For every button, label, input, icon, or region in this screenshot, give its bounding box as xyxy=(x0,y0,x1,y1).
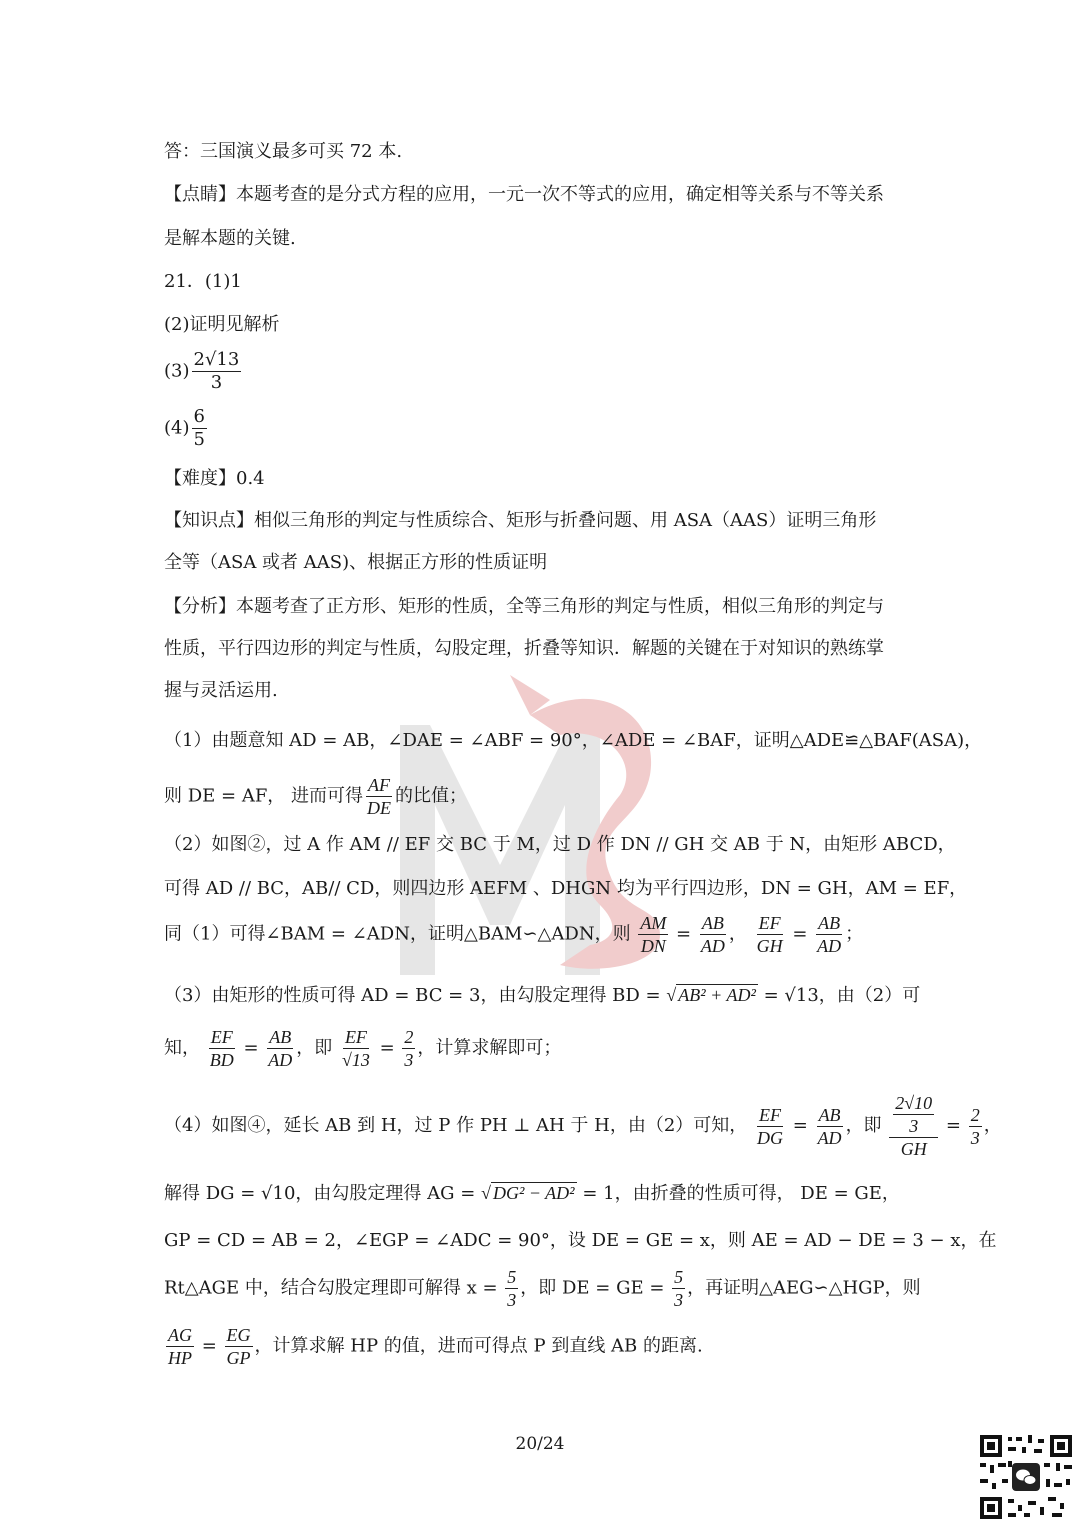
denominator: 3 xyxy=(674,1290,684,1310)
numerator: AB xyxy=(269,1027,292,1047)
analysis-step-2: （2）如图②，过 A 作 AM // EF 交 BC 于 M，过 D 作 DN // GH 交 AB 于 N，由矩形 ABCD， xyxy=(164,834,956,855)
numerator: AB xyxy=(818,913,841,933)
denominator: AD xyxy=(700,936,725,956)
radicand: AB² + AD² xyxy=(678,985,756,1005)
denominator: 3 xyxy=(909,1116,919,1136)
q21-part1: 21．(1)1 xyxy=(164,271,242,292)
fraction xyxy=(969,1104,982,1149)
fraction xyxy=(815,912,843,957)
difficulty-line: 【难度】0.4 xyxy=(164,468,265,489)
text: 则 DE = AF， 进而可得 xyxy=(164,785,364,807)
radicand: DG² − AD² xyxy=(492,1183,575,1203)
analysis-line: 【分析】本题考查了正方形、矩形的性质，全等三角形的判定与性质，相似三角形的判定与 xyxy=(164,596,884,617)
analysis-line-3: 握与灵活运用. xyxy=(164,680,278,701)
fraction xyxy=(816,1104,844,1149)
fraction xyxy=(340,1026,372,1071)
denominator: 3 xyxy=(404,1050,414,1070)
text: 知， xyxy=(164,1037,200,1059)
text: ，再证明△AEG∽△HGP，则 xyxy=(687,1277,921,1299)
fraction xyxy=(755,1104,785,1149)
text: = 1，由折叠的性质可得， DE = GE， xyxy=(582,1183,900,1204)
numerator: 2 xyxy=(970,1104,980,1125)
key-point-line: 【点睛】本题考查的是分式方程的应用，一元一次不等式的应用，确定相等关系与不等关系 xyxy=(164,184,884,205)
analysis-line-2: 性质，平行四边形的判定与性质，勾股定理，折叠等知识．解题的关键在于对知识的熟练掌 xyxy=(164,638,884,659)
text: 解得 DG = √10，由勾股定理得 AG = xyxy=(164,1183,476,1204)
numerator: 5 xyxy=(674,1267,684,1287)
analysis-step-4d xyxy=(164,1266,921,1311)
analysis-step-4e: $\frac{AG}{HP}$ = $\frac{EG}{GP}$ ，计算求解 HP 的值，进而可得点 P 到直线 AB 的距离. xyxy=(168,1325,703,1368)
denominator: AD xyxy=(817,1127,842,1148)
square-root: √ DG² − AD² xyxy=(481,1183,575,1203)
denominator: HP xyxy=(168,1348,192,1368)
part-label: (4) xyxy=(164,417,190,439)
analysis-step-4: （4）如图④，延长 AB 到 H，过 P 作 PH ⊥ AH 于 H，由（2）可知， $\frac{EF}{DG}$ = $\frac{AB}{AD}$ ，即 $\frac{\frac{2√10}{3}}{GH}$ = $\frac{2}{3}$ ， xyxy=(164,1093,1002,1159)
denominator: GH xyxy=(900,1139,927,1159)
numerator: AB xyxy=(701,913,724,933)
fraction xyxy=(166,1324,194,1369)
analysis-step-2b: 可得 AD // BC，AB// CD，则四边形 AEFM 、DHGN 均为平行四边形，DN = GH，AM = EF， xyxy=(164,878,968,899)
denominator: BD xyxy=(209,1050,234,1070)
key-point-line-2: 是解本题的关键. xyxy=(164,228,296,249)
analysis-step-3b: 知， $\frac{EF}{BD}$ = $\frac{AB}{AD}$ ，即 $\frac{EF}{√13}$ = $\frac{2}{3}$ ，计算求解即可； xyxy=(164,1027,562,1070)
fraction xyxy=(505,1266,518,1311)
denominator: √13 xyxy=(342,1050,370,1070)
q21-part2: (2)证明见解析 xyxy=(164,314,280,335)
fraction xyxy=(192,406,207,451)
denominator: GH xyxy=(756,936,783,956)
knowledge-line: 【知识点】相似三角形的判定与性质综合、矩形与折叠问题、用 ASA（AAS）证明三角形 xyxy=(164,510,877,531)
fraction xyxy=(266,1026,294,1071)
numerator: AM xyxy=(640,913,667,933)
fraction xyxy=(402,1026,415,1071)
q21-part4 xyxy=(164,406,209,451)
compound-numerator xyxy=(889,1092,938,1138)
text: （3）由矩形的性质可得 AD = BC = 3，由勾股定理得 BD = xyxy=(164,985,661,1006)
numerator: EF xyxy=(759,1104,782,1125)
fraction xyxy=(192,349,242,394)
text: 同（1）可得∠BAM = ∠ADN，证明△BAM∽△ADN，则 xyxy=(164,923,631,945)
numerator: 2√13 xyxy=(193,349,240,370)
numerator: 6 xyxy=(193,406,205,427)
knowledge-line-2: 全等（ASA 或者 AAS)、根据正方形的性质证明 xyxy=(164,552,548,573)
analysis-step-4c: GP = CD = AB = 2，∠EGP = ∠ADC = 90°，设 DE = GE = x，则 AE = AD − DE = 3 − x，在 xyxy=(164,1230,997,1251)
denominator: 3 xyxy=(507,1290,517,1310)
numerator: EF xyxy=(210,1027,233,1047)
text: ，即 DE = GE = xyxy=(520,1277,665,1299)
fraction xyxy=(208,1026,236,1071)
denominator: DG xyxy=(757,1127,784,1148)
numerator: EF xyxy=(758,913,781,933)
square-root: √ AB² + AD² xyxy=(666,985,756,1005)
fraction xyxy=(755,912,785,957)
analysis-step-1: （1）由题意知 AD = AB，∠DAE = ∠ABF = 90°，∠ADE = ∠BAF，证明△ADE≌△BAF(ASA)， xyxy=(164,730,983,751)
numerator: EG xyxy=(226,1325,251,1345)
numerator: EF xyxy=(344,1027,367,1047)
fraction xyxy=(672,1266,685,1311)
numerator: AG xyxy=(168,1325,192,1345)
inner-fraction xyxy=(893,1092,934,1137)
numerator: 5 xyxy=(507,1267,517,1287)
fraction xyxy=(699,912,727,957)
fraction xyxy=(638,912,668,957)
text: ，即 xyxy=(296,1037,333,1059)
denominator: GP xyxy=(226,1348,251,1368)
fraction xyxy=(225,1324,253,1369)
numerator: AF xyxy=(368,775,391,795)
text: 的比值； xyxy=(395,785,468,807)
denominator: 3 xyxy=(210,372,223,393)
numerator: 2√10 xyxy=(895,1093,933,1113)
text: Rt△AGE 中，结合勾股定理即可解得 x = xyxy=(164,1277,498,1299)
analysis-step-1b xyxy=(164,774,467,819)
denominator: 5 xyxy=(193,429,205,450)
analysis-step-4b xyxy=(164,1180,900,1207)
numerator: AB xyxy=(818,1104,841,1125)
text: ，计算求解 HP 的值，进而可得点 P 到直线 AB 的距离. xyxy=(254,1335,703,1357)
denominator: AD xyxy=(268,1050,293,1070)
part-label: (3) xyxy=(164,360,190,382)
text: = √13，由（2）可 xyxy=(763,985,921,1006)
compound-fraction xyxy=(889,1092,938,1160)
page-number: 20/24 xyxy=(515,1434,565,1454)
q21-part3 xyxy=(164,349,243,394)
analysis-step-3 xyxy=(164,982,920,1009)
qr-code-icon[interactable] xyxy=(978,1433,1074,1521)
analysis-step-2c: 同（1）可得∠BAM = ∠ADN，证明△BAM∽△ADN，则 $\frac{AM}{DN}$ = $\frac{AB}{AD}$ ， $\frac{EF}{GH}$ = $\frac{AB}{AD}$ ； xyxy=(164,913,864,956)
fraction xyxy=(365,774,393,819)
text: ，计算求解即可； xyxy=(417,1037,562,1059)
text: ，即 xyxy=(845,1115,882,1136)
denominator: 3 xyxy=(970,1127,980,1148)
denominator: AD xyxy=(817,936,842,956)
denominator: DN xyxy=(640,936,666,956)
denominator: DE xyxy=(367,798,392,818)
answer-line: 答：三国演义最多可买 72 本. xyxy=(164,141,403,162)
text: （4）如图④，延长 AB 到 H，过 P 作 PH ⊥ AH 于 H，由（2）可知， xyxy=(164,1115,748,1136)
numerator: 2 xyxy=(404,1027,414,1047)
